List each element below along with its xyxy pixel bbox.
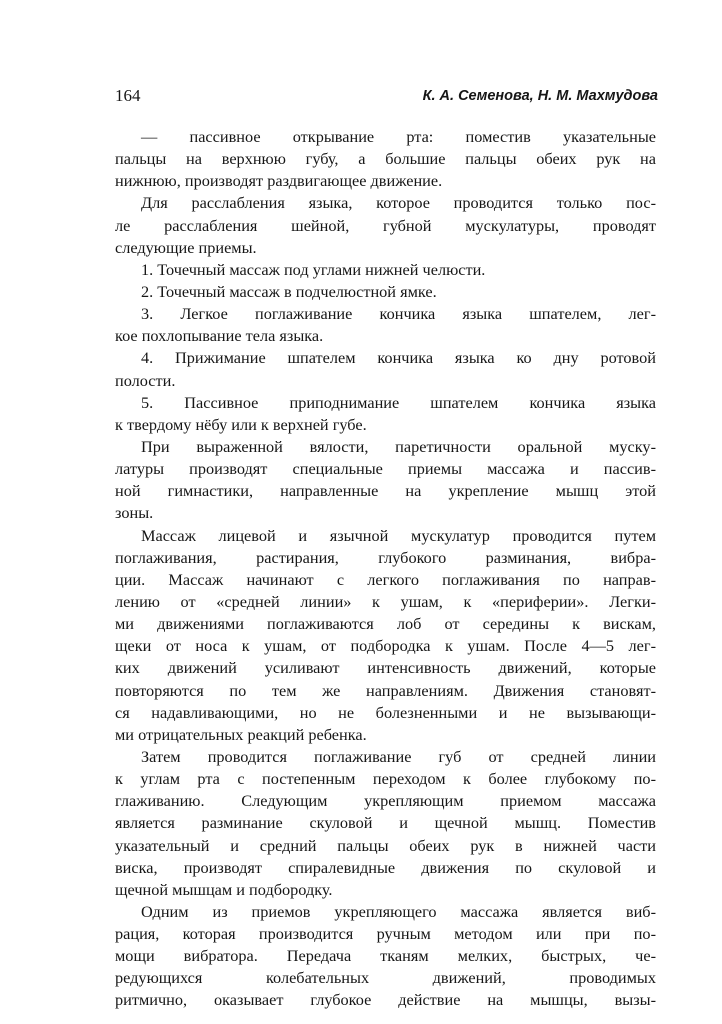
text-line: Одним из приемов укрепляющего массажа является виб- [141, 901, 656, 921]
text-line: к углам рта с постепенным переходом к более глубокому по- [115, 769, 656, 789]
page-number: 164 [115, 86, 141, 105]
text-line: полости. [115, 370, 176, 390]
text-line: мощи вибратора. Передача тканям мелких, быстрых, че- [115, 946, 656, 966]
text-line: Для расслабления языка, которое проводится только пос- [141, 193, 656, 213]
text-line: латуры производят специальные приемы массажа и пассив- [115, 459, 656, 479]
text-line: виска, производят спиралевидные движения по скуловой и [115, 857, 656, 877]
text-line: При выраженной вялости, паретичности оральной муску- [141, 436, 656, 456]
text-line: 3. Легкое поглаживание кончика языка шпателем, лег- [141, 304, 656, 324]
text-line: поглаживания, растирания, глубокого разминания, вибра- [115, 547, 656, 567]
text-line: ся надавливающими, но не болезненными и не вызывающи- [115, 702, 656, 722]
text-line: ких движений усиливают интенсивность движений, которые [115, 658, 656, 678]
text-line: Массаж лицевой и язычной мускулатур проводится путем [141, 525, 656, 545]
text-line: указательный и средний пальцы обеих рук в нижней части [115, 835, 656, 855]
text-line: повторяются по тем же направлениям. Движения становят- [115, 680, 656, 700]
text-line: — пассивное открывание рта: поместив указательные [141, 127, 656, 146]
text-line: пальцы на верхнюю губу, а большие пальцы обеих рук на [115, 149, 656, 169]
text-line: редующихся колебательных движений, проводимых [115, 968, 656, 988]
text-line: щеки от носа к ушам, от подбородка к ушам. После 4—5 лег- [115, 636, 656, 656]
text-line: является разминание скуловой и щечной мышц. Поместив [115, 813, 656, 833]
text-line: ле расслабления шейной, губной мускулатуры, проводят [115, 215, 656, 235]
text-line: следующие приемы. [115, 237, 257, 257]
text-line: Затем проводится поглаживание губ от средней линии [141, 746, 656, 766]
text-line: к твердому нёбу или к верхней губе. [115, 414, 367, 434]
running-header-authors: К. А. Семенова, Н. М. Махмудова [422, 88, 658, 104]
text-line: ной гимнастики, направленные на укрепление мышц этой [115, 481, 656, 501]
text-line: рация, которая производится ручным методом или при по- [115, 924, 656, 944]
text-line: ритмично, оказывает глубокое действие на мышцы, вызы- [115, 990, 656, 1010]
text-line: ции. Массаж начинают с легкого поглаживания по направ- [115, 569, 656, 589]
text-line: зоны. [115, 503, 154, 523]
text-line: ми отрицательных реакций ребенка. [115, 724, 367, 744]
text-line: лению от «средней линии» к ушам, к «периферии». Легки- [115, 591, 656, 611]
text-line: 2. Точечный массаж в подчелюстной ямке. [141, 281, 437, 301]
text-line: 5. Пассивное приподнимание шпателем кончика языка [141, 392, 656, 412]
text-line: 4. Прижимание шпателем кончика языка ко дну ротовой [141, 348, 656, 368]
text-line: глаживанию. Следующим укрепляющим приемом массажа [115, 791, 656, 811]
text-line: нижнюю, производят раздвигающее движение. [115, 171, 443, 191]
text-line: ми движениями поглаживаются лоб от середины к вискам, [115, 614, 656, 634]
text-line: кое похлопывание тела языка. [115, 326, 324, 346]
text-line: 1. Точечный массаж под углами нижней челюсти. [141, 259, 486, 279]
text-line: щечной мышцам и подбородку. [115, 879, 333, 899]
body-text [115, 126, 656, 1012]
